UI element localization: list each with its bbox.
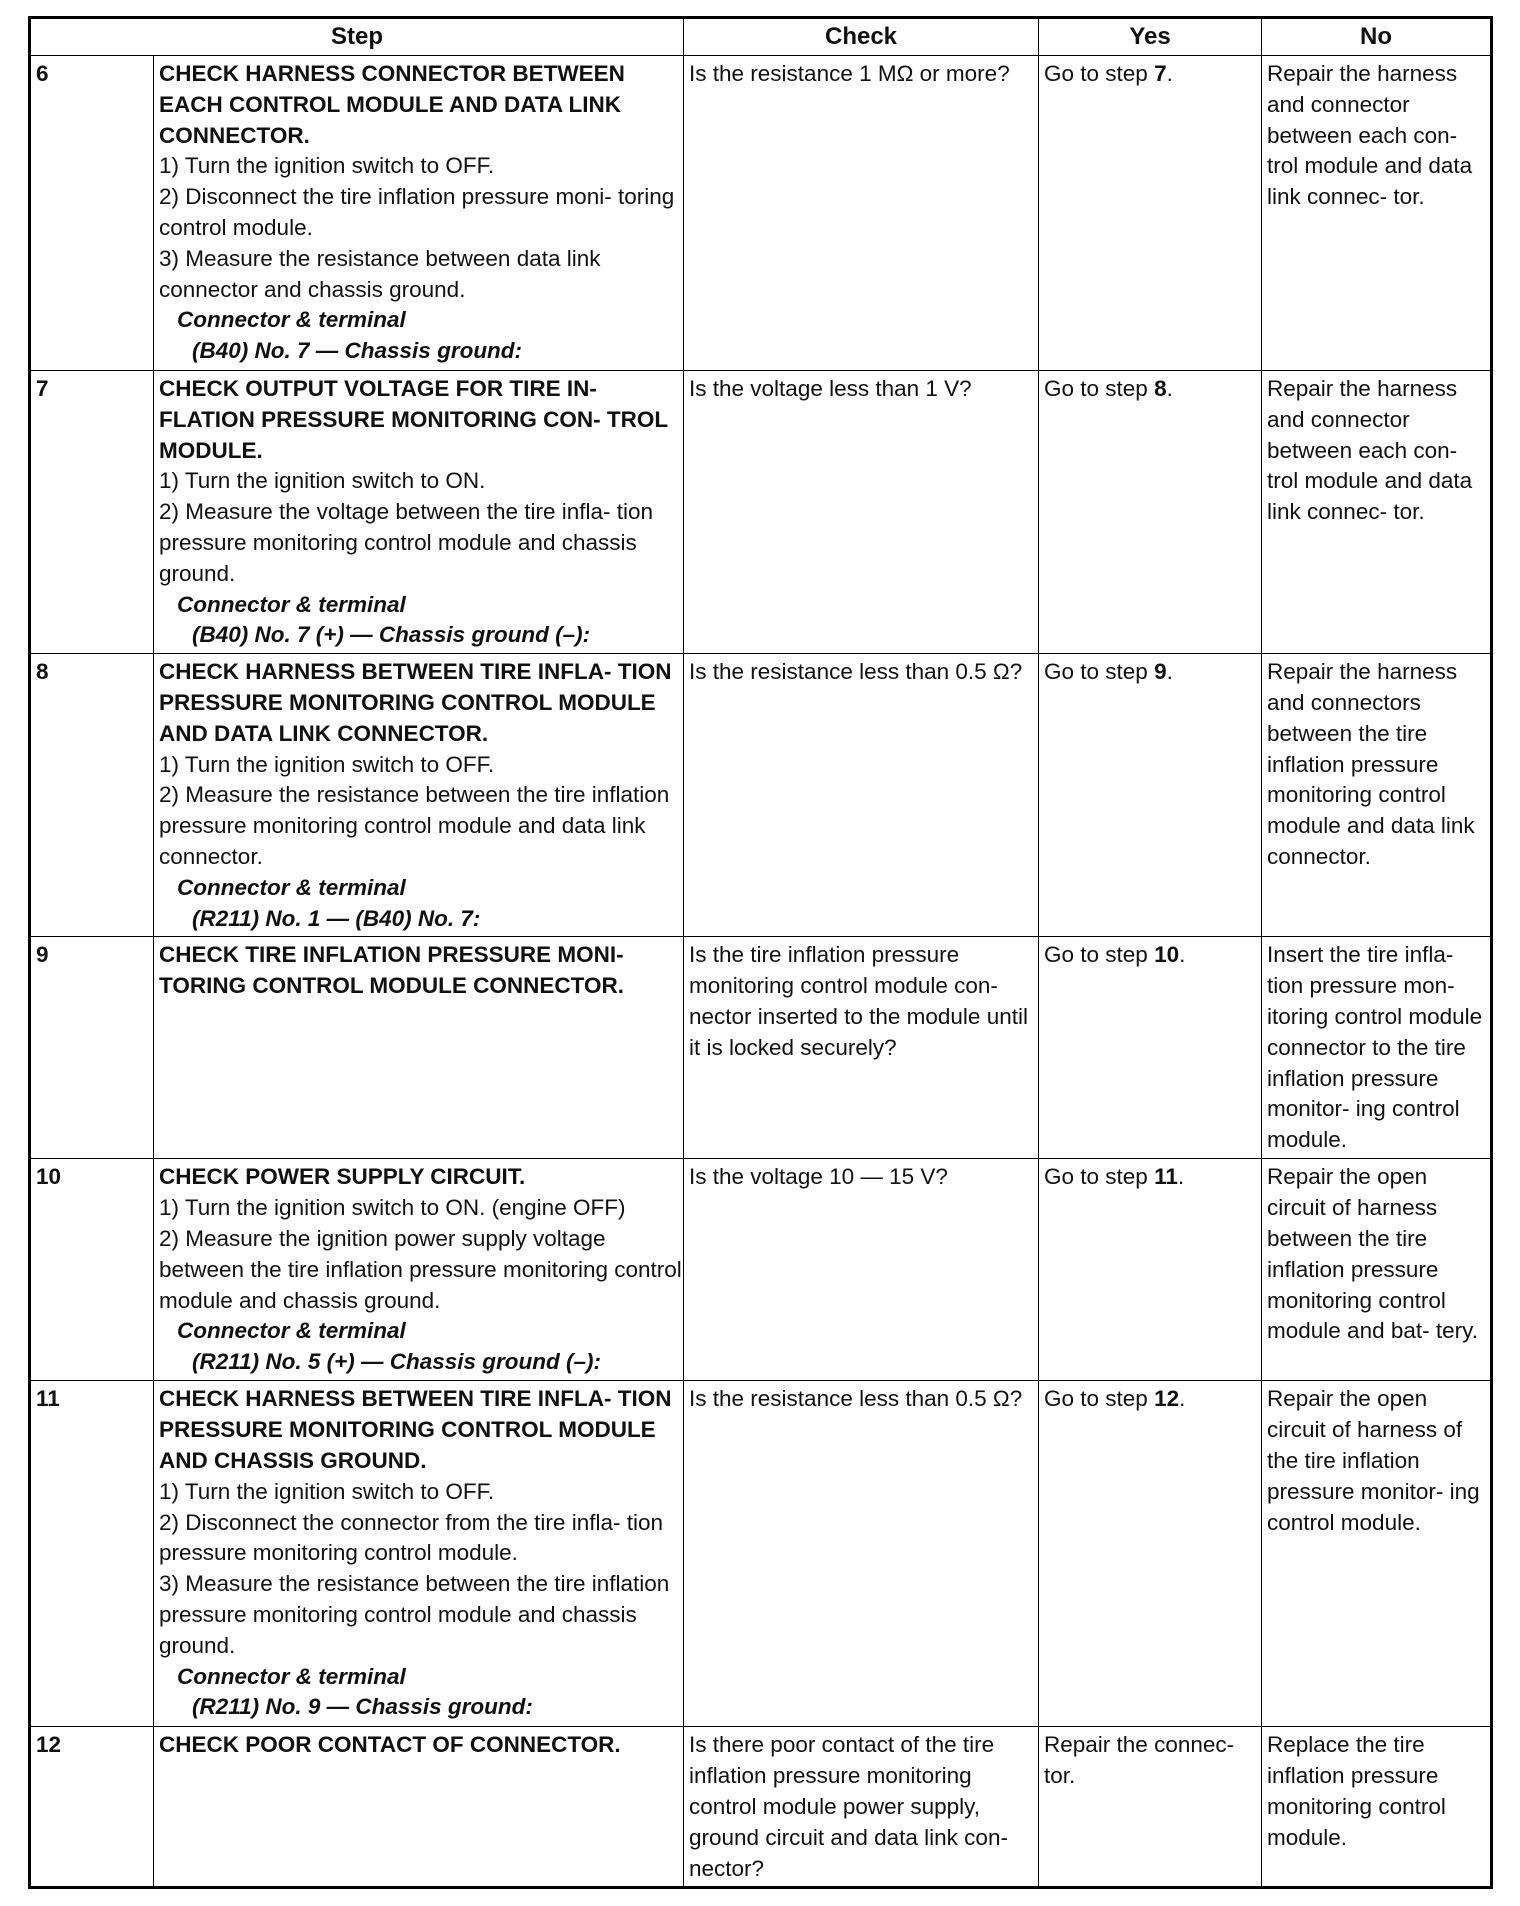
step-title: CHECK POOR CONTACT OF CONNECTOR. (159, 1732, 621, 1758)
table-row (30, 654, 1492, 937)
header-check: Check (684, 18, 1039, 56)
step-number: 9 (30, 937, 154, 1159)
step-description (154, 1381, 684, 1727)
step-title: CHECK POWER SUPPLY CIRCUIT. (159, 1164, 526, 1190)
no-action: Insert the tire infla- tion pressure mon- itoring control module connector to the tire inflation pressure monitor- ing control module. (1262, 937, 1492, 1159)
connector-heading: Connector & terminal (177, 1318, 406, 1344)
yes-text: Go to step (1044, 1164, 1155, 1190)
table-row (30, 1381, 1492, 1727)
header-row (30, 18, 1492, 56)
check-question: Is the resistance 1 MΩ or more? (684, 56, 1039, 371)
yes-text: Repair the connec- tor. (1044, 1732, 1235, 1789)
yes-suffix: . (1179, 942, 1186, 968)
check-question: Is the tire inflation pressure monitoring control module con- nector inserted to the module until it is locked securely? (684, 937, 1039, 1159)
no-action: Replace the tire inflation pressure monitoring control module. (1262, 1727, 1492, 1888)
no-action: Repair the open circuit of harness of the tire inflation pressure monitor- ing control module. (1262, 1381, 1492, 1727)
connector-heading: Connector & terminal (177, 591, 406, 617)
connector-terminal-spec: (R211) No. 9 — Chassis ground: (192, 1694, 533, 1720)
step-description (154, 1159, 684, 1381)
yes-text: Go to step (1044, 376, 1155, 401)
connector-terminal-spec: (B40) No. 7 — Chassis ground: (192, 338, 523, 364)
header-step: Step (30, 18, 684, 56)
step-number: 10 (30, 1159, 154, 1381)
table-row (30, 937, 1492, 1159)
step-instruction: 3) Measure the resistance between data link connector and chassis ground. (159, 245, 601, 302)
step-description (154, 371, 684, 654)
step-description (154, 1727, 684, 1888)
yes-step-link: 11 (1154, 1164, 1178, 1190)
yes-action (1039, 1381, 1262, 1727)
step-instruction: 1) Turn the ignition switch to ON. (159, 468, 486, 494)
connector-terminal-spec: (R211) No. 1 — (B40) No. 7: (192, 905, 481, 931)
connector-heading: Connector & terminal (177, 1663, 406, 1689)
step-title: CHECK OUTPUT VOLTAGE FOR TIRE IN- FLATION PRESSURE MONITORING CON- TROL MODULE. (159, 376, 668, 463)
check-question: Is the resistance less than 0.5 Ω? (684, 1381, 1039, 1727)
step-instruction: 1) Turn the ignition switch to ON. (engine OFF) (159, 1195, 626, 1221)
yes-action (1039, 1727, 1262, 1888)
check-question: Is the voltage less than 1 V? (684, 371, 1039, 654)
connector-heading: Connector & terminal (177, 874, 406, 900)
yes-suffix: . (1177, 1164, 1185, 1190)
yes-text: Go to step (1044, 1386, 1155, 1412)
table-row (30, 56, 1492, 371)
no-action: Repair the harness and connector between each con- trol module and data link connec- tor. (1262, 56, 1492, 371)
step-number: 7 (30, 371, 154, 654)
step-instruction: 2) Measure the ignition power supply voltage between the tire inflation pressure monitoring control module and chassis ground. (159, 1225, 682, 1313)
step-instruction: 2) Measure the resistance between the tire inflation pressure monitoring control module and data link connector. (159, 782, 670, 869)
yes-step-link: 12 (1154, 1386, 1180, 1412)
check-question: Is the resistance less than 0.5 Ω? (684, 654, 1039, 937)
yes-step-link: 7 (1154, 61, 1167, 86)
yes-action (1039, 937, 1262, 1159)
step-title: CHECK HARNESS BETWEEN TIRE INFLA- TION PRESSURE MONITORING CONTROL MODULE AND CHASSIS GROUND. (159, 1386, 672, 1473)
step-instruction: 1) Turn the ignition switch to OFF. (159, 153, 495, 179)
step-number: 12 (30, 1727, 154, 1888)
step-title: CHECK HARNESS BETWEEN TIRE INFLA- TION PRESSURE MONITORING CONTROL MODULE AND DATA LINK CONNECTOR. (159, 659, 672, 746)
step-title: CHECK TIRE INFLATION PRESSURE MONI- TORING CONTROL MODULE CONNECTOR. (159, 942, 625, 999)
yes-suffix: . (1166, 659, 1173, 685)
no-action: Repair the harness and connectors between the tire inflation pressure monitoring control module and data link connector. (1262, 654, 1492, 937)
no-action: Repair the harness and connector between each con- trol module and data link connec- tor. (1262, 371, 1492, 654)
step-description (154, 937, 684, 1159)
yes-text: Go to step (1044, 659, 1155, 685)
yes-step-link: 8 (1154, 376, 1167, 401)
header-yes: Yes (1039, 18, 1262, 56)
step-instruction: 2) Disconnect the tire inflation pressure moni- toring control module. (159, 184, 675, 240)
step-description (154, 56, 684, 371)
step-number: 11 (30, 1381, 154, 1727)
connector-terminal-spec: (B40) No. 7 (+) — Chassis ground (–): (192, 622, 591, 648)
yes-action (1039, 371, 1262, 654)
connector-heading: Connector & terminal (177, 307, 406, 333)
diagnostic-table (28, 16, 1493, 1889)
yes-step-link: 10 (1154, 942, 1180, 968)
check-question: Is there poor contact of the tire inflation pressure monitoring control module power supply, ground circuit and data link con- nector? (684, 1727, 1039, 1888)
step-instruction: 1) Turn the ignition switch to OFF. (159, 751, 495, 777)
step-title: CHECK HARNESS CONNECTOR BETWEEN EACH CONTROL MODULE AND DATA LINK CONNECTOR. (159, 61, 625, 148)
step-description (154, 654, 684, 937)
table-row (30, 1727, 1492, 1888)
yes-action (1039, 654, 1262, 937)
yes-action (1039, 56, 1262, 371)
yes-action (1039, 1159, 1262, 1381)
yes-suffix: . (1166, 376, 1173, 401)
header-no: No (1262, 18, 1492, 56)
check-question: Is the voltage 10 — 15 V? (684, 1159, 1039, 1381)
yes-suffix: . (1179, 1386, 1186, 1412)
step-instruction: 3) Measure the resistance between the tire inflation pressure monitoring control module and chassis ground. (159, 1571, 670, 1658)
step-instruction: 2) Disconnect the connector from the tire infla- tion pressure monitoring control module. (159, 1509, 663, 1566)
table-row (30, 371, 1492, 654)
step-instruction: 1) Turn the ignition switch to OFF. (159, 1478, 495, 1504)
yes-suffix: . (1166, 61, 1173, 86)
connector-terminal-spec: (R211) No. 5 (+) — Chassis ground (–): (192, 1349, 602, 1375)
yes-step-link: 9 (1154, 659, 1167, 685)
step-instruction: 2) Measure the voltage between the tire infla- tion pressure monitoring control module and chassis ground. (159, 499, 654, 586)
yes-text: Go to step (1044, 942, 1155, 968)
step-number: 6 (30, 56, 154, 371)
table-row (30, 1159, 1492, 1381)
step-number: 8 (30, 654, 154, 937)
no-action: Repair the open circuit of harness between the tire inflation pressure monitoring control module and bat- tery. (1262, 1159, 1492, 1381)
yes-text: Go to step (1044, 61, 1155, 86)
